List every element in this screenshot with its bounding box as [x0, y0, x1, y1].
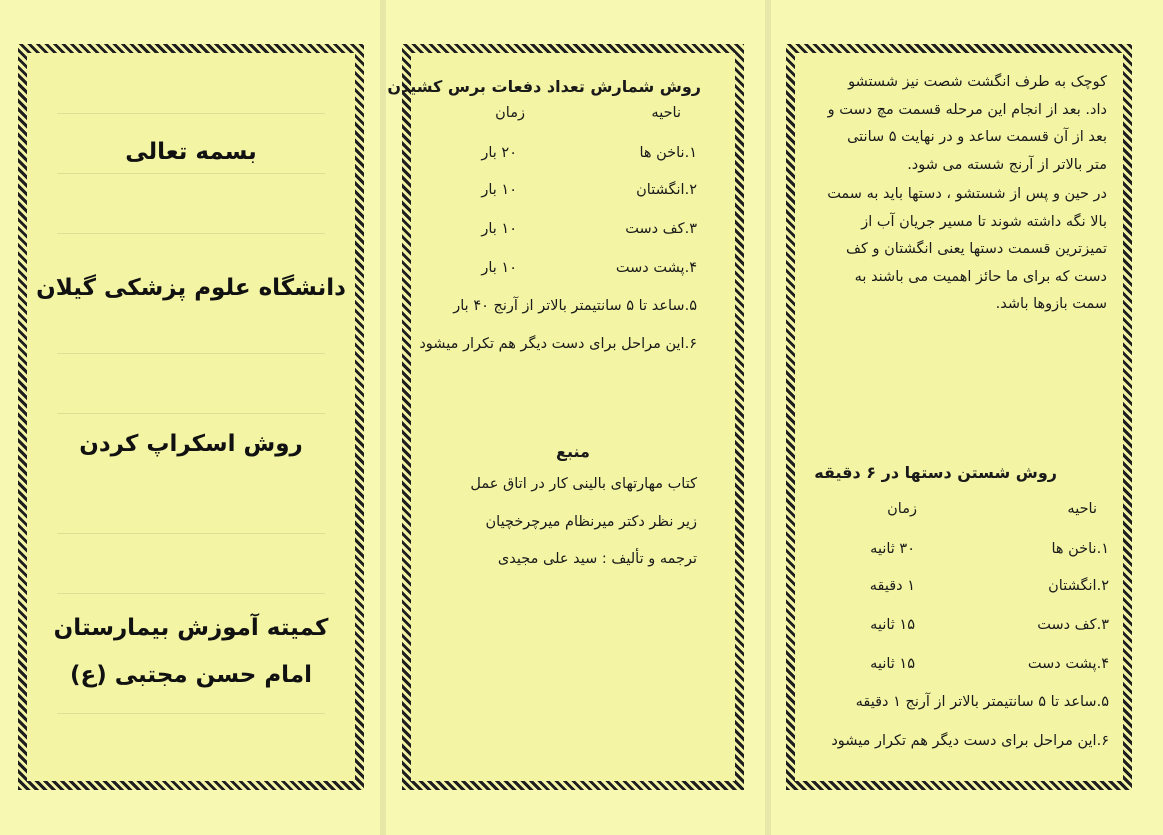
paragraph-line: متر بالاتر از آرنج شسته می شود. — [907, 156, 1107, 173]
table-row-repeat: ۶.این مراحل برای دست دیگر هم تکرار میشود — [419, 336, 697, 352]
brush-count-panel — [387, 44, 744, 790]
paragraph-2 — [809, 181, 1107, 319]
university-name: دانشگاه علوم پزشکی گیلان — [36, 275, 346, 301]
bismillah-heading: بسمه تعالی — [125, 139, 257, 165]
paragraph-line: کوچک به طرف انگشت شصت نیز شستشو — [848, 74, 1107, 90]
table-row-time: ۲۰ بار — [481, 145, 517, 161]
table-row-area: ۲.انگشتان — [636, 182, 697, 198]
committee-name: کمیته آموزش بیمارستان — [53, 615, 329, 641]
table-row-forearm: ۵.ساعد تا ۵ سانتیمتر بالاتر از آرنج ۱ دقیقه — [855, 694, 1109, 710]
table-row-area: ۴.پشت دست — [1027, 656, 1109, 672]
col-time-label: زمان — [495, 105, 525, 121]
brush-count-heading: روش شمارش تعداد دفعات برس کشیدن — [387, 77, 701, 96]
hospital-name: امام حسن مجتبی (ع) — [70, 662, 312, 688]
fold-line-right — [765, 0, 771, 835]
fold-line-left — [380, 0, 386, 835]
table-row-time: ۳۰ ثانیه — [870, 541, 915, 557]
table-row-time: ۱۵ ثانیه — [870, 656, 915, 672]
source-line: زیر نظر دکتر میرنظام میرچرخچیان — [485, 514, 697, 530]
table-row-repeat: ۶.این مراحل برای دست دیگر هم تکرار میشود — [831, 733, 1109, 749]
source-line: ترجمه و تألیف : سید علی مجیدی — [497, 551, 697, 567]
table-row-area: ۳.کف دست — [1037, 617, 1109, 633]
paragraph-line: بعد از آن قسمت ساعد و در نهایت ۵ سانتی — [847, 129, 1107, 145]
paragraph-line: داد. بعد از انجام این مرحله قسمت مچ دست و — [827, 101, 1107, 118]
col-time-label: زمان — [887, 501, 917, 517]
table-row-forearm: ۵.ساعد تا ۵ سانتیمتر بالاتر از آرنج ۴۰ بار — [453, 298, 697, 314]
table-row-area: ۳.کف دست — [625, 221, 697, 237]
paragraph-line: بالا نگه داشته شوند تا مسیر جریان آب از — [861, 213, 1107, 230]
table-row-time: ۱۰ بار — [481, 260, 517, 276]
source-heading: منبع — [556, 442, 590, 461]
handwash-panel — [786, 44, 1132, 790]
paragraph-line: تمیزترین قسمت دستها یعنی انگشتان و کف — [846, 241, 1107, 257]
table-row-area: ۲.انگشتان — [1048, 578, 1109, 594]
table-row-area: ۱.ناخن ها — [639, 145, 697, 161]
cover-panel — [18, 44, 364, 790]
source-line: کتاب مهارتهای بالینی کار در اتاق عمل — [470, 476, 697, 492]
paragraph-line: سمت بازوها باشد. — [995, 296, 1107, 312]
table-row-area: ۱.ناخن ها — [1051, 541, 1109, 557]
table-row-time: ۱۰ بار — [481, 221, 517, 237]
table-row-time: ۱۰ بار — [481, 182, 517, 198]
table-row-time: ۱ دقیقه — [869, 578, 915, 594]
table-row-time: ۱۵ ثانیه — [870, 617, 915, 633]
brochure-title: روش اسکراپ کردن — [79, 431, 303, 457]
paragraph-line: در حین و پس از شستشو ، دستها باید به سمت — [827, 186, 1107, 202]
paragraph-1 — [809, 69, 1107, 179]
col-area-label: ناحیه — [651, 105, 681, 121]
paragraph-line: دست که برای ما حائز اهمیت می باشند به — [854, 268, 1107, 285]
table-row-area: ۴.پشت دست — [615, 260, 697, 276]
handwash-heading: روش شستن دستها در ۶ دقیقه — [814, 463, 1057, 482]
col-area-label: ناحیه — [1067, 501, 1097, 517]
